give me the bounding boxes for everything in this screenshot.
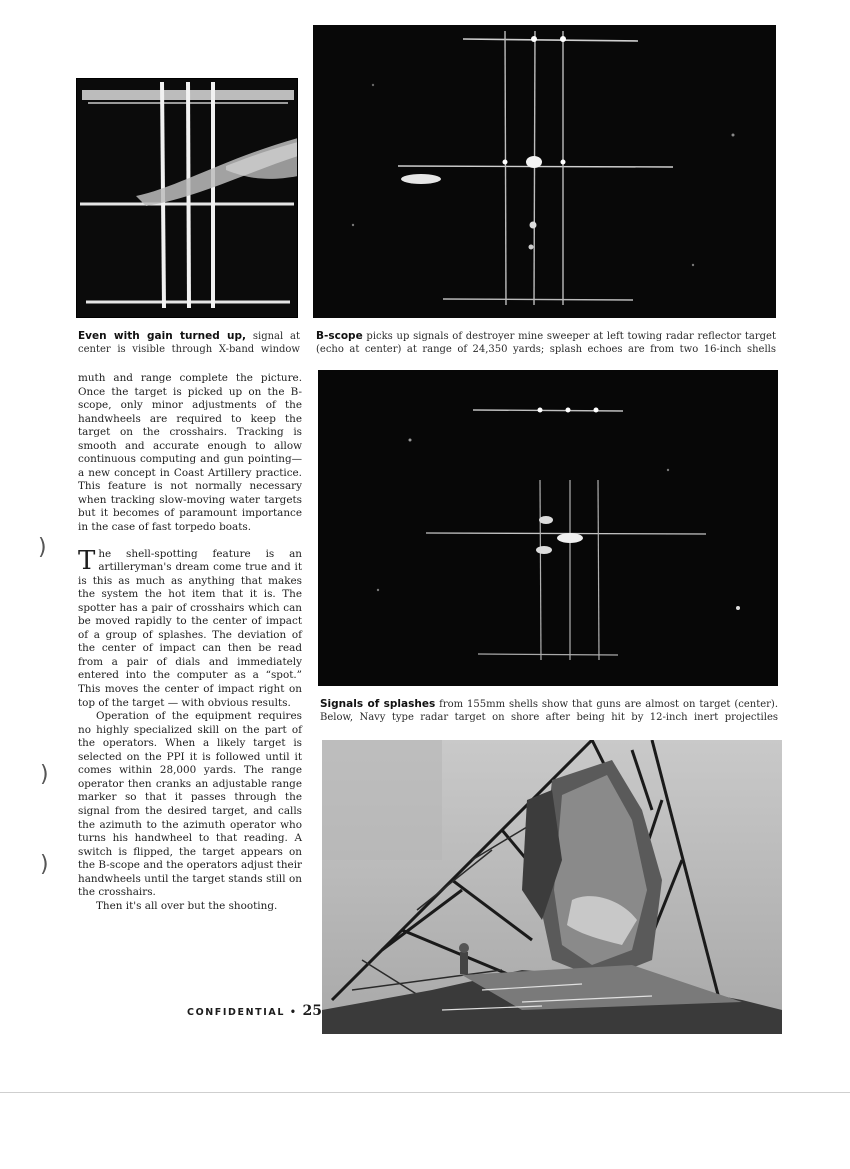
caption-xband	[78, 330, 300, 356]
xband-window-photo	[76, 78, 298, 318]
bscope-photo	[313, 25, 776, 318]
page-folio	[187, 1003, 322, 1019]
binder-hole-mark: )	[40, 762, 49, 787]
paragraph: muth and range complete the picture. Once the target is picked up on the B-scope, only minor adjustments of the handwheels are required to keep the target on the crosshairs. Tracking is smooth and accurate enough to allow continuous computing and gun pointing—a new concept in Coast Artillery practice. This feature is not normally necessary when tracking slow-moving water targets but it becomes of paramount importance in the case of fast torpedo boats.	[78, 372, 302, 534]
folio-bullet: •	[289, 1007, 298, 1018]
folio-label: CONFIDENTIAL	[187, 1007, 285, 1018]
caption-text: picks up signals of destroyer mine sweeper at left towing radar reflector target (echo at center) at range of 24,350 yards; splash echoes are from two 16-inch shells	[316, 331, 776, 355]
paragraph-text: he shell-spotting feature is an artilleryman's dream come true and it is this as much as anything that makes the system the hot item that it is. The spotter has a pair of crosshairs which can be moved rapidly to the center of impact of a group of splashes. The deviation of the center of impact can then be read from a pair of dials and immediately entered into the computer as a “spot.” This moves the center of impact right on top of the target — with obvious results.	[78, 547, 302, 709]
splashes-scope-photo	[318, 370, 778, 686]
binder-hole-mark: )	[40, 852, 49, 877]
caption-text: from 155mm shells show that guns are almost on target (center). Below, Navy type radar target on shore after being hit by 12-inch inert projectiles	[320, 699, 778, 723]
caption-text: signal at center is visible through X-band window	[78, 331, 300, 355]
caption-splashes	[320, 698, 778, 724]
caption-bscope	[316, 330, 776, 356]
caption-lead: Signals of splashes	[320, 698, 436, 710]
caption-lead: Even with gain turned up,	[78, 330, 247, 342]
binder-hole-mark: )	[38, 535, 47, 560]
paragraph: Operation of the equipment requires no highly specialized skill on the part of the operators. When a likely target is selected on the PPI it is followed until it comes within 28,000 yards. The range operator then cranks an adjustable range marker so that it passes through the signal from the desired target, and calls the azimuth to the azimuth operator who turns his handwheel to that reading. A switch is flipped, the target appears on the B-scope and the operators adjust their handwheels until the target stands still on the crosshairs.	[78, 710, 302, 899]
radar-target-shore-photo	[322, 740, 782, 1034]
article-body-column	[78, 372, 302, 913]
paragraph: Then it's all over but the shooting.	[96, 899, 278, 912]
page-edge-rule	[0, 1092, 850, 1093]
drop-cap: T	[78, 545, 96, 576]
paragraph-with-dropcap	[78, 545, 302, 711]
caption-lead: B-scope	[316, 330, 363, 342]
page-number: 25	[302, 1003, 322, 1019]
